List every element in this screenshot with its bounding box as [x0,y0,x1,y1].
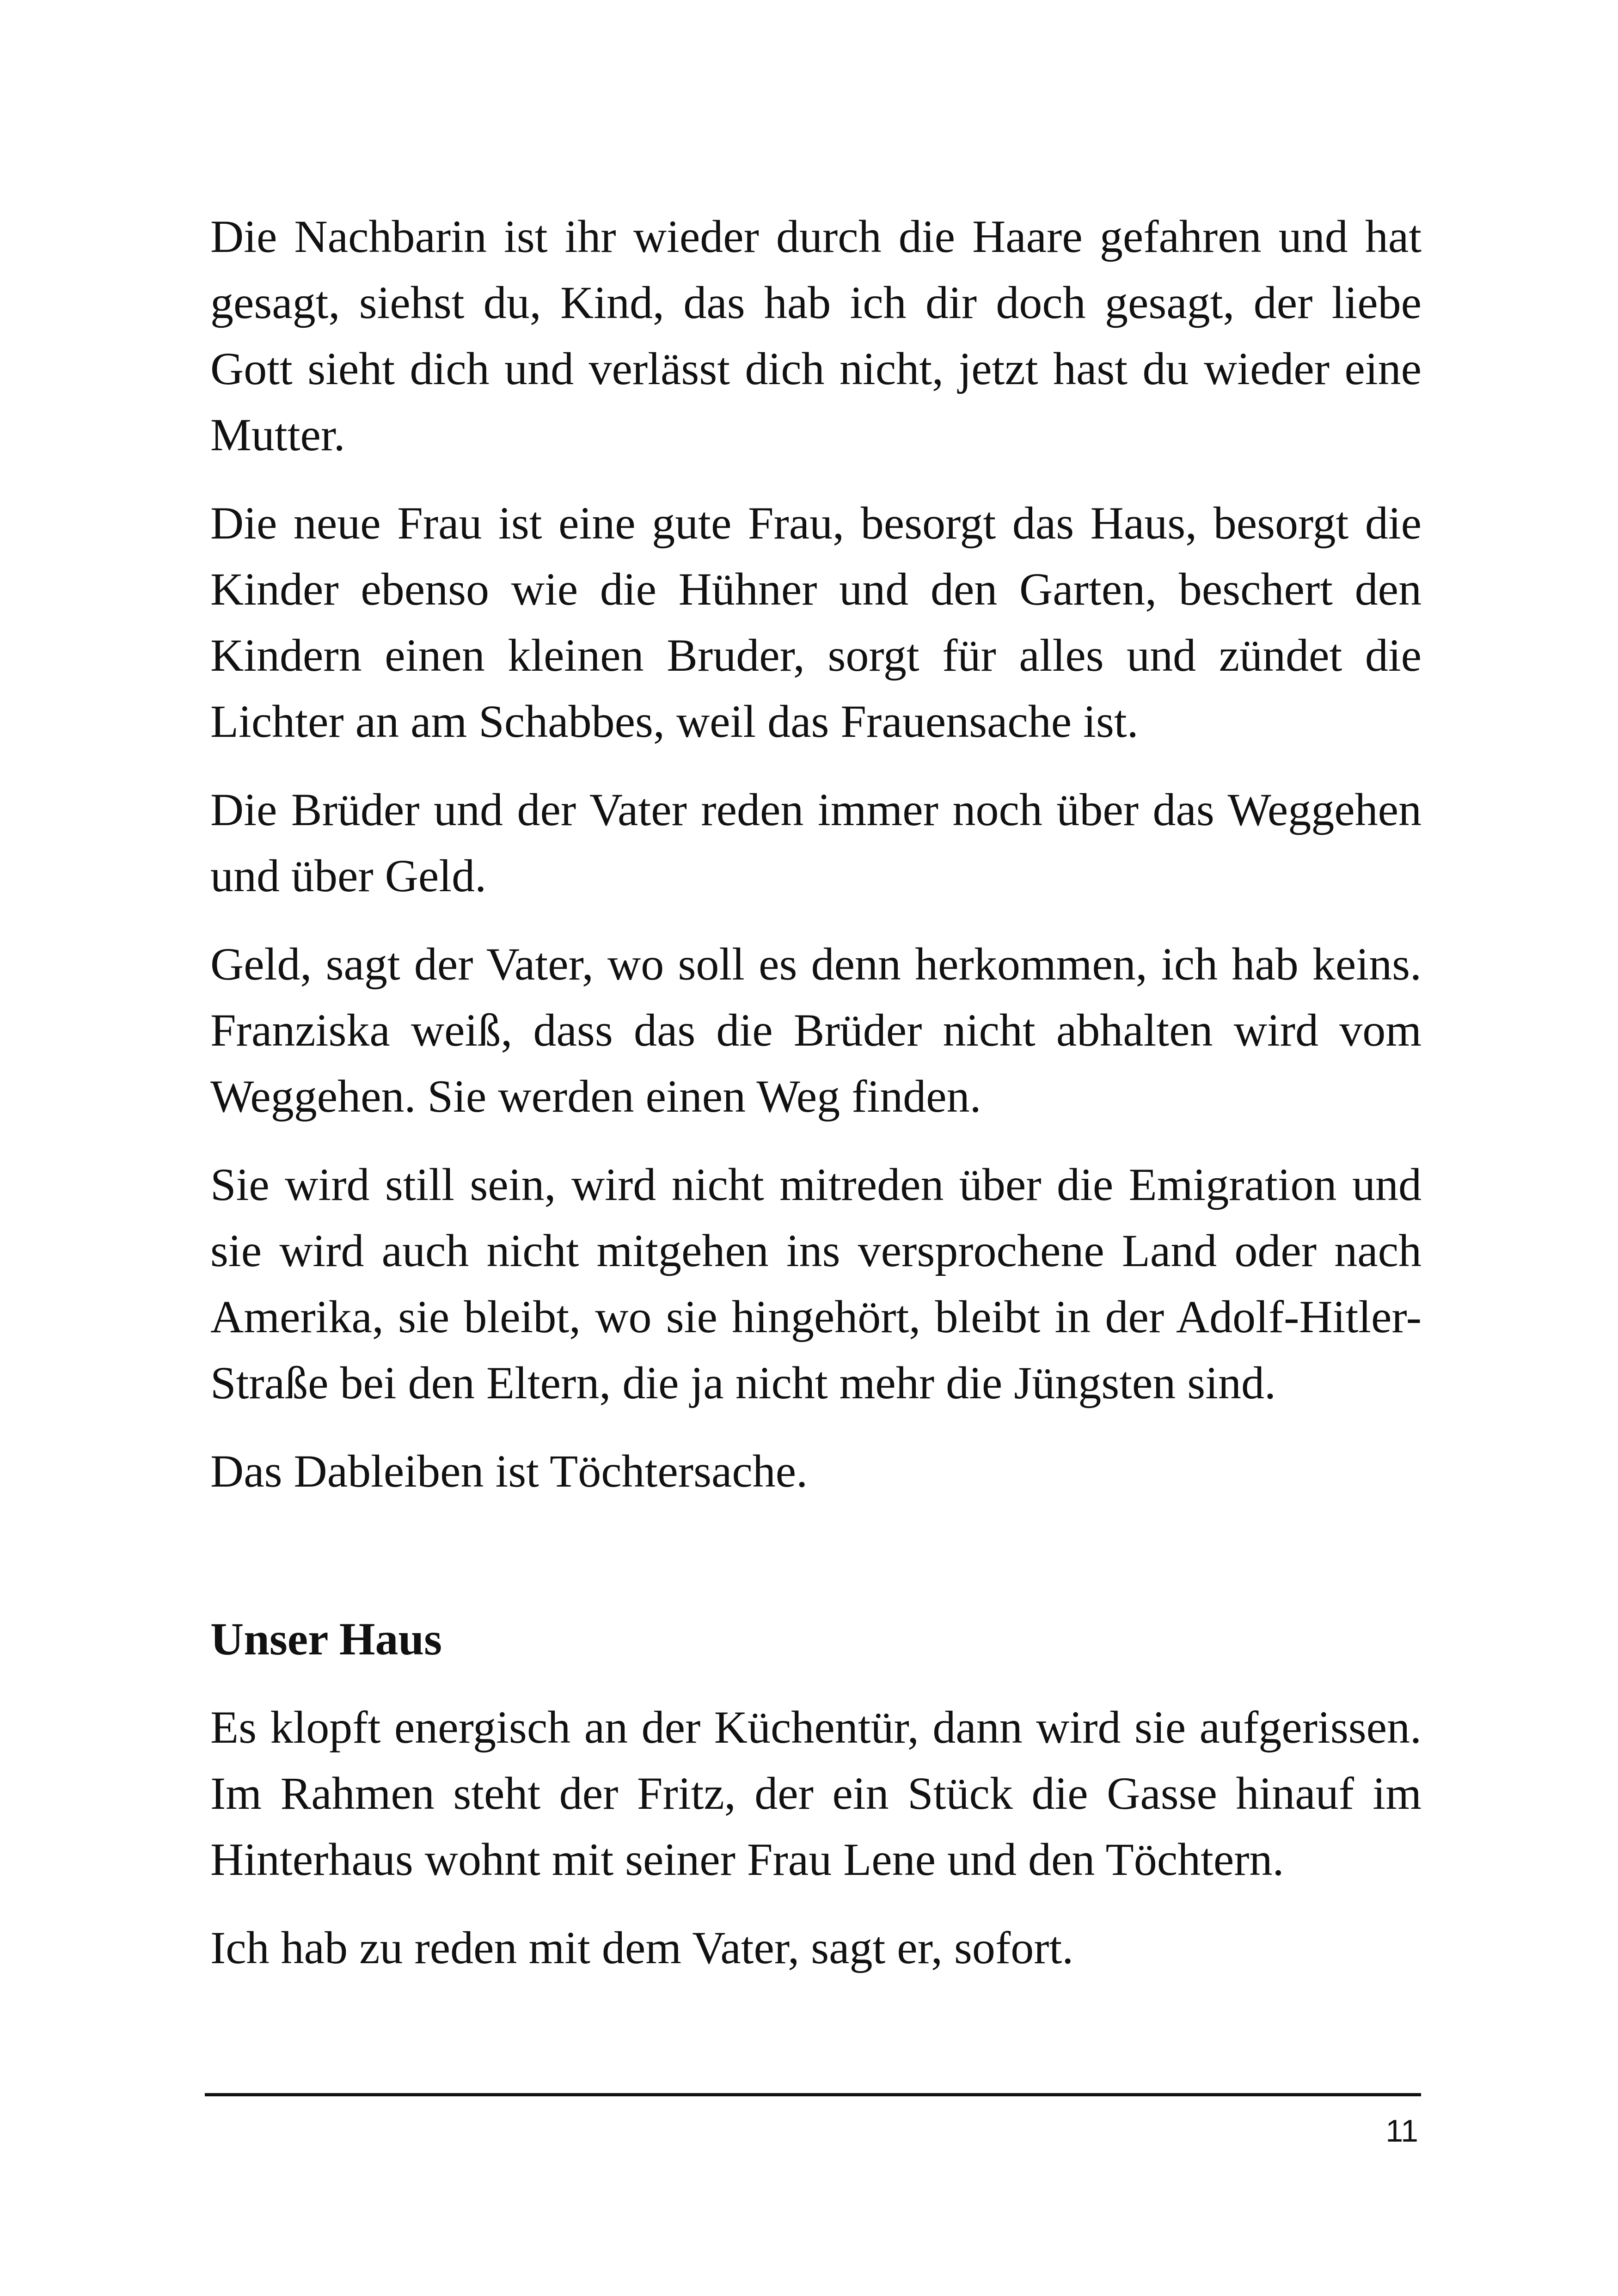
paragraph-money: Geld, sagt der Vater, wo soll es denn herkommen, ich hab keins. Franziska weiß, dass das die Brüder nicht abhalten wird vom Weggehen. Sie werden einen Weg finden. [210,938,1422,1122]
section-heading: Unser Haus [210,1613,442,1665]
body-text [210,203,1422,1981]
page-number: 11 [1385,2113,1418,2149]
paragraph-staying: Sie wird still sein, wird nicht mitreden über die Emigration und sie wird auch nicht mitgehen ins versprochene Land oder nach Amerika, sie bleibt, wo sie hingehört, bleibt in der Adolf-Hitler-Straße bei den Eltern, die ja nicht mehr die Jüngsten sind. [210,1159,1422,1408]
paragraph-neighbor: Die Nachbarin ist ihr wieder durch die Haare gefahren und hat gesagt, siehst du, Kind, das hab ich dir doch gesagt, der liebe Gott sieht dich und verlässt dich nicht, jetzt hast du wieder eine Mutter. [210,211,1422,460]
paragraph-brothers-father: Die Brüder und der Vater reden immer noch über das Weggehen und über Geld. [210,784,1422,901]
footer-rule [205,2093,1421,2096]
paragraph-fritz-speaks: Ich hab zu reden mit dem Vater, sagt er, sofort. [210,1922,1074,1973]
paragraph-daughters: Das Dableiben ist Töchtersache. [210,1445,808,1497]
paragraph-new-wife: Die neue Frau ist eine gute Frau, besorgt das Haus, besorgt die Kinder ebenso wie die Hühner und den Garten, beschert den Kindern einen kleinen Bruder, sorgt für alles und zündet die Lichter an am Schabbes, weil das Frauensache ist. [210,497,1422,747]
paragraph-knocking: Es klopft energisch an der Küchentür, dann wird sie aufgerissen. Im Rahmen steht der Fritz, der ein Stück die Gasse hinauf im Hinterhaus wohnt mit seiner Frau Lene und den Töchtern. [210,1702,1422,1885]
